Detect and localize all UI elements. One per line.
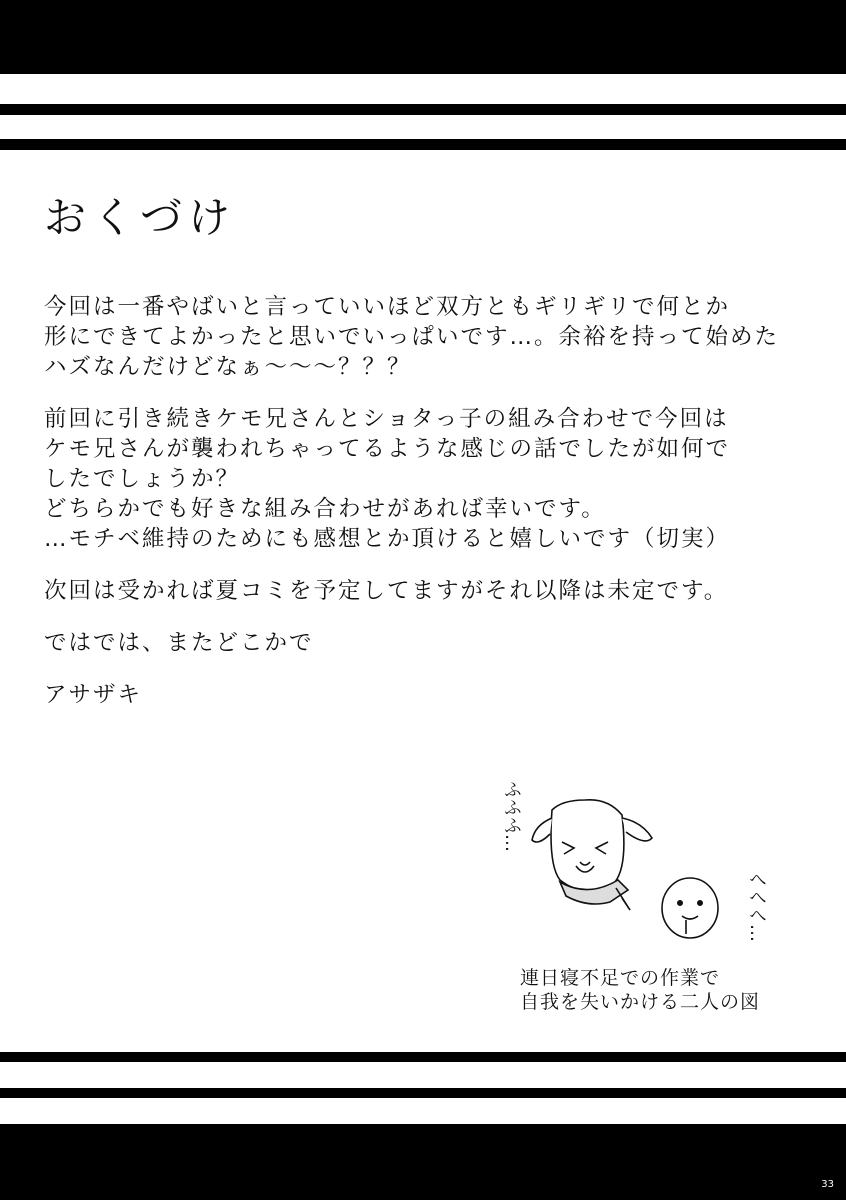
paragraph xyxy=(44,628,824,658)
text-line: したでしょうか？ xyxy=(44,466,241,492)
dog-character-icon xyxy=(532,800,652,910)
text-line: 今回は一番やばいと言っていいほど双方ともギリギリで何とか xyxy=(44,294,731,320)
top-black-band xyxy=(0,0,846,74)
bottom-black-band xyxy=(0,1124,846,1200)
round-character-icon xyxy=(662,878,718,938)
paragraph xyxy=(44,404,824,554)
text-line: ではでは、またどこかで xyxy=(44,630,314,656)
bottom-stripe-1 xyxy=(0,1052,846,1062)
text-line: 前回に引き続きケモ兄さんとショタっ子の組み合わせで今回は xyxy=(44,406,729,432)
caption-line: 自我を失いかける二人の図 xyxy=(520,991,761,1013)
page-heading: おくづけ xyxy=(44,193,237,242)
text-line: 形にできてよかったと思いでいっぱいです…。余裕を持って始めた xyxy=(44,324,780,350)
doodle-caption xyxy=(520,966,760,1014)
text-line: ハズなんだけどなぁ〜〜〜？？？ xyxy=(44,354,412,380)
doodle-laugh-text: ふふふ… xyxy=(501,780,522,852)
author-doodle xyxy=(490,770,790,970)
top-stripe-2 xyxy=(0,139,846,150)
paragraph xyxy=(44,576,824,606)
text-line: どちらかでも好きな組み合わせがあれば幸いです。 xyxy=(44,496,606,522)
signature xyxy=(44,680,824,710)
page-number: 33 xyxy=(821,1179,834,1190)
afterword-body xyxy=(44,292,824,710)
text-line: ケモ兄さんが襲われちゃってるような感じの話でしたが如何で xyxy=(44,436,731,462)
text-line: …モチベ維持のためにも感想とか頂けると嬉しいです（切実） xyxy=(44,526,731,552)
caption-line: 連日寝不足での作業で xyxy=(520,967,721,989)
doodle-giggle-text: へへへ… xyxy=(746,870,767,942)
top-stripe-1 xyxy=(0,104,846,115)
text-line: 次回は受かれば夏コミを予定してますがそれ以降は未定です。 xyxy=(44,578,729,604)
bottom-stripe-2 xyxy=(0,1088,846,1098)
author-name: アサザキ xyxy=(44,682,143,708)
paragraph xyxy=(44,292,824,382)
